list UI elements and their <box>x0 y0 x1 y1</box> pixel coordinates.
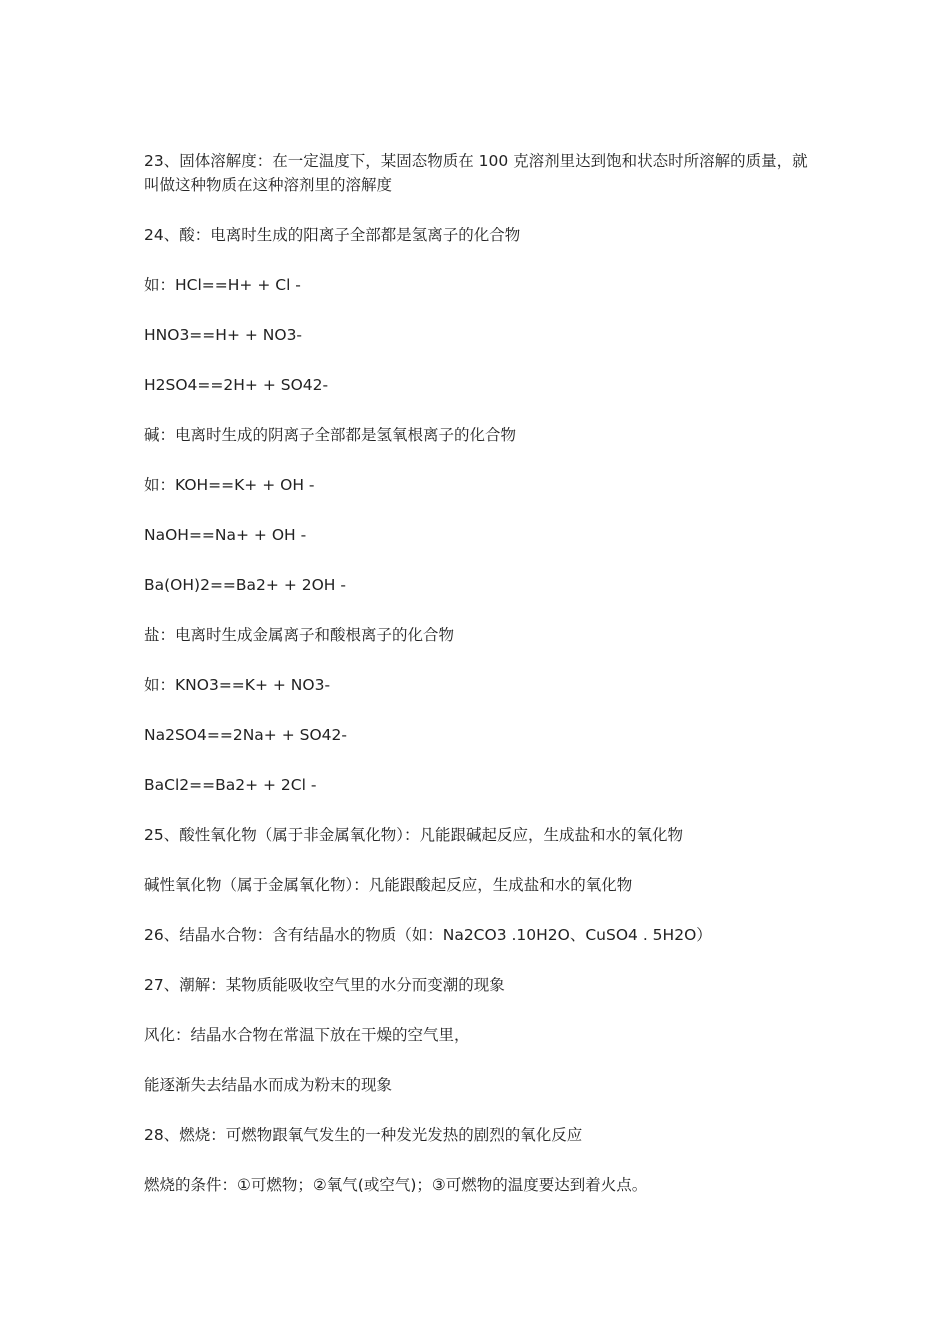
paragraph-combustion-conditions: 燃烧的条件：①可燃物；②氧气(或空气)；③可燃物的温度要达到着火点。 <box>144 1176 648 1194</box>
paragraph-acidic-oxide: 25、酸性氧化物（属于非金属氧化物）：凡能跟碱起反应，生成盐和水的氧化物 <box>144 826 683 844</box>
paragraph-basic-oxide: 碱性氧化物（属于金属氧化物）：凡能跟酸起反应，生成盐和水的氧化物 <box>144 876 633 894</box>
paragraph-salt-definition: 盐：电离时生成金属离子和酸根离子的化合物 <box>144 626 455 644</box>
paragraph-acid-example-h2so4: H2SO4==2H+ + SO42- <box>144 376 329 394</box>
paragraph-efflorescence-continued: 能逐渐失去结晶水而成为粉末的现象 <box>144 1076 393 1094</box>
paragraph-base-example-naoh: NaOH==Na+ + OH - <box>144 526 307 544</box>
paragraph-salt-example-na2so4: Na2SO4==2Na+ + SO42- <box>144 726 347 744</box>
paragraph-acid-example-hcl: 如：HCl==H+ + Cl - <box>144 276 301 294</box>
paragraph-solubility-definition: 23、固体溶解度：在一定温度下，某固态物质在 100 克溶剂里达到饱和状态时所溶解的质量，就叫做这种物质在这种溶剂里的溶解度 <box>144 152 808 194</box>
paragraph-deliquescence: 27、潮解：某物质能吸收空气里的水分而变潮的现象 <box>144 976 505 994</box>
paragraph-base-example-koh: 如：KOH==K+ + OH - <box>144 476 315 494</box>
paragraph-salt-example-kno3: 如：KNO3==K+ + NO3- <box>144 676 331 694</box>
paragraph-acid-definition: 24、酸：电离时生成的阳离子全部都是氢离子的化合物 <box>144 226 521 244</box>
paragraph-base-example-baoh2: Ba(OH)2==Ba2+ + 2OH - <box>144 576 346 594</box>
paragraph-acid-example-hno3: HNO3==H+ + NO3- <box>144 326 303 344</box>
paragraph-base-definition: 碱：电离时生成的阴离子全部都是氢氧根离子的化合物 <box>144 426 517 444</box>
paragraph-combustion: 28、燃烧：可燃物跟氧气发生的一种发光发热的剧烈的氧化反应 <box>144 1126 583 1144</box>
paragraph-salt-example-bacl2: BaCl2==Ba2+ + 2Cl - <box>144 776 317 794</box>
paragraph-crystal-hydrate: 26、结晶水合物：含有结晶水的物质（如：Na2CO3 .10H2O、CuSO4 . 5H2O） <box>144 926 712 944</box>
document-body <box>144 149 812 1223</box>
paragraph-efflorescence: 风化：结晶水合物在常温下放在干燥的空气里， <box>144 1026 470 1044</box>
